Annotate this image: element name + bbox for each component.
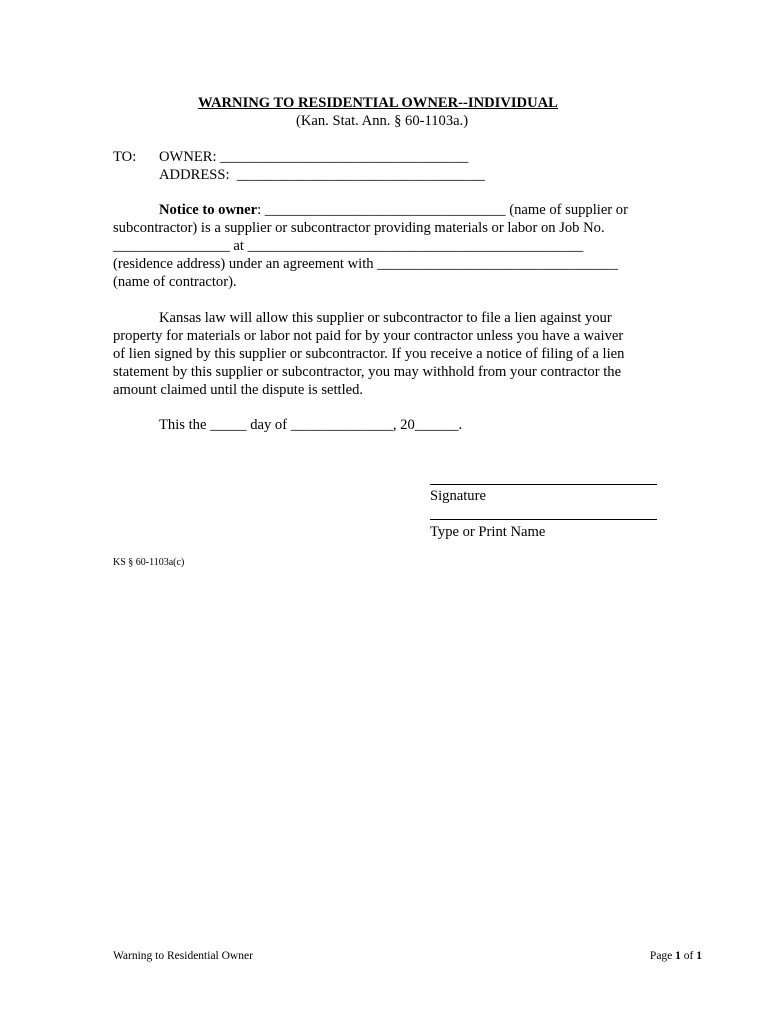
- page-current: 1: [675, 950, 681, 962]
- notice-line-5: (name of contractor).: [113, 274, 237, 290]
- notice-line-1-text: : _________________________________ (name of supplier or: [257, 202, 628, 218]
- address-line: ADDRESS: __________________________________: [159, 167, 485, 183]
- law-line-3: of lien signed by this supplier or subcontractor. If you receive a notice of filing of a lien: [113, 346, 625, 362]
- law-line-2: property for materials or labor not paid for by your contractor unless you have a waiver: [113, 328, 624, 344]
- page-total: 1: [696, 950, 702, 962]
- print-name-label: Type or Print Name: [430, 524, 546, 540]
- page-prefix: Page: [649, 950, 676, 962]
- notice-line-3: ________________ at ______________________________________________: [113, 238, 584, 254]
- document-title: WARNING TO RESIDENTIAL OWNER--INDIVIDUAL: [198, 95, 558, 111]
- owner-line: OWNER: __________________________________: [159, 149, 469, 165]
- law-line-5: amount claimed until the dispute is settled.: [113, 382, 364, 398]
- statute-reference: (Kan. Stat. Ann. § 60-1103a.): [296, 113, 469, 129]
- law-line-1: Kansas law will allow this supplier or subcontractor to file a lien against your: [159, 310, 612, 326]
- notice-to-owner-label: Notice to owner: [159, 202, 258, 218]
- statute-citation: KS § 60-1103a(c): [113, 557, 185, 568]
- footer-page-number: [650, 949, 702, 963]
- page-of: of: [680, 950, 697, 962]
- signature-label: Signature: [430, 488, 486, 504]
- print-name-line: [430, 519, 657, 520]
- notice-line-2: subcontractor) is a supplier or subcontractor providing materials or labor on Job No.: [113, 220, 605, 236]
- date-line: This the _____ day of ______________, 20______.: [159, 417, 463, 433]
- signature-line: [430, 484, 657, 485]
- notice-line-4: (residence address) under an agreement with _________________________________: [113, 256, 618, 272]
- footer-document-name: Warning to Residential Owner: [113, 950, 253, 962]
- to-label: TO:: [113, 149, 137, 165]
- notice-line-1: [159, 201, 628, 219]
- law-line-4: statement by this supplier or subcontractor, you may withhold from your contractor the: [113, 364, 622, 380]
